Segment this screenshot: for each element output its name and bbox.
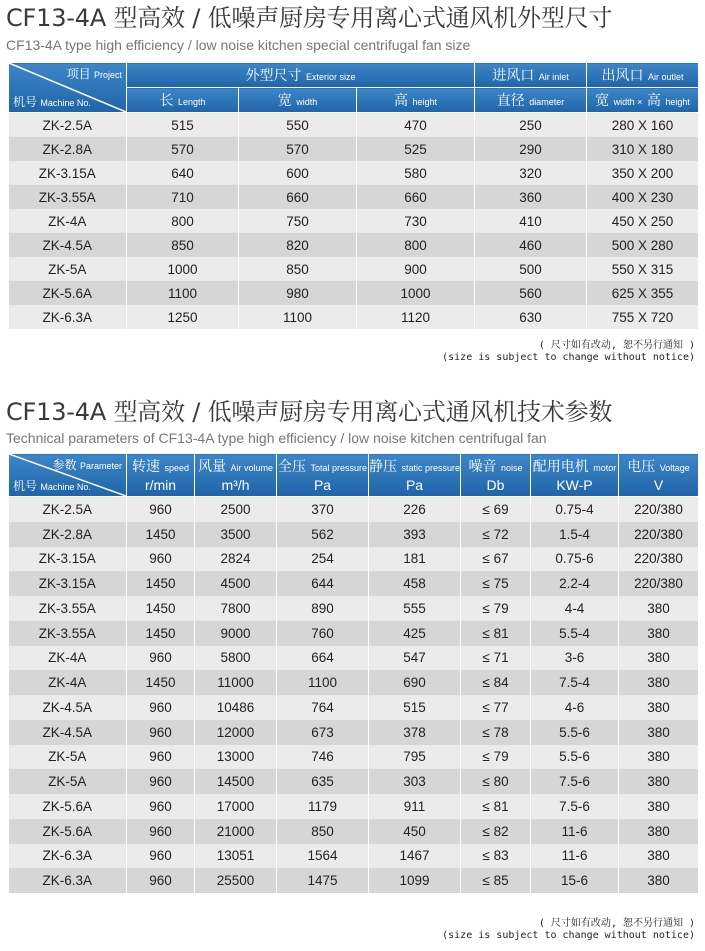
header-noise: 噪音 noise Db xyxy=(461,454,531,497)
value-cell: ≤ 72 xyxy=(461,522,531,547)
section1-note xyxy=(442,340,695,364)
model-cell: ZK-5.6A xyxy=(9,794,127,819)
value-cell: 3-6 xyxy=(531,646,619,671)
value-cell: ≤ 83 xyxy=(461,844,531,869)
model-cell: ZK-3.15A xyxy=(9,161,127,185)
value-cell: 290 xyxy=(475,137,587,161)
value-cell: 500 X 280 xyxy=(587,233,699,257)
header-project-label: 项目 Project xyxy=(66,67,122,81)
value-cell: 900 xyxy=(357,257,475,281)
value-cell: 12000 xyxy=(195,720,277,745)
value-cell: 960 xyxy=(127,868,195,893)
value-cell: 1564 xyxy=(277,844,369,869)
model-cell: ZK-4.5A xyxy=(9,233,127,257)
value-cell: 600 xyxy=(239,161,357,185)
table-row xyxy=(9,547,699,572)
value-cell: 220/380 xyxy=(619,522,699,547)
section1-title-en: CF13-4A type high efficiency / low noise kitchen special centrifugal fan size xyxy=(6,37,471,53)
value-cell: 800 xyxy=(127,209,239,233)
value-cell: ≤ 84 xyxy=(461,670,531,695)
value-cell: 7.5-6 xyxy=(531,794,619,819)
value-cell: 911 xyxy=(369,794,461,819)
section2-title-cn: CF13-4A 型高效 / 低噪声厨房专用离心式通风机技术参数 xyxy=(6,398,613,426)
header-voltage: 电压 Voltage V xyxy=(619,454,699,497)
section2-note-cn: ( 尺寸如有改动, 恕不另行通知 ) xyxy=(538,918,695,929)
table-row xyxy=(9,621,699,646)
header-speed: 转速 speed r/min xyxy=(127,454,195,497)
value-cell: 1179 xyxy=(277,794,369,819)
value-cell: 640 xyxy=(127,161,239,185)
model-cell: ZK-4A xyxy=(9,646,127,671)
table-row xyxy=(9,745,699,770)
value-cell: 410 xyxy=(475,209,587,233)
model-cell: ZK-2.8A xyxy=(9,137,127,161)
value-cell: 370 xyxy=(277,497,369,522)
value-cell: 25500 xyxy=(195,868,277,893)
value-cell: 11-6 xyxy=(531,844,619,869)
value-cell: 547 xyxy=(369,646,461,671)
value-cell: 1100 xyxy=(127,281,239,305)
value-cell: 562 xyxy=(277,522,369,547)
model-cell: ZK-3.55A xyxy=(9,596,127,621)
value-cell: 1000 xyxy=(357,281,475,305)
value-cell: 7800 xyxy=(195,596,277,621)
value-cell: 1450 xyxy=(127,522,195,547)
value-cell: 7.5-6 xyxy=(531,769,619,794)
value-cell: 890 xyxy=(277,596,369,621)
header-diagonal-cell xyxy=(9,454,127,497)
value-cell: ≤ 69 xyxy=(461,497,531,522)
value-cell: 5.5-4 xyxy=(531,621,619,646)
table-row xyxy=(9,185,699,209)
dimension-table xyxy=(8,62,699,329)
value-cell: 660 xyxy=(357,185,475,209)
header-exterior-size: 外型尺寸 Exterior size xyxy=(127,63,475,88)
value-cell: 1475 xyxy=(277,868,369,893)
value-cell: 850 xyxy=(239,257,357,281)
value-cell: 4500 xyxy=(195,571,277,596)
table-row xyxy=(9,670,699,695)
value-cell: 1450 xyxy=(127,571,195,596)
value-cell: 1100 xyxy=(277,670,369,695)
value-cell: 380 xyxy=(619,745,699,770)
value-cell: 303 xyxy=(369,769,461,794)
value-cell: 17000 xyxy=(195,794,277,819)
model-cell: ZK-4.5A xyxy=(9,695,127,720)
value-cell: ≤ 79 xyxy=(461,596,531,621)
value-cell: 380 xyxy=(619,646,699,671)
value-cell: 960 xyxy=(127,819,195,844)
value-cell: 5800 xyxy=(195,646,277,671)
model-cell: ZK-3.55A xyxy=(9,185,127,209)
table-row xyxy=(9,769,699,794)
model-cell: ZK-2.5A xyxy=(9,113,127,138)
value-cell: 690 xyxy=(369,670,461,695)
value-cell: 960 xyxy=(127,794,195,819)
value-cell: 764 xyxy=(277,695,369,720)
value-cell: 226 xyxy=(369,497,461,522)
section2-title-en: Technical parameters of CF13-4A type high efficiency / low noise kitchen centrifugal fan xyxy=(6,430,547,446)
value-cell: ≤ 78 xyxy=(461,720,531,745)
value-cell: 380 xyxy=(619,844,699,869)
value-cell: 400 X 230 xyxy=(587,185,699,209)
table-row xyxy=(9,161,699,185)
table-row xyxy=(9,819,699,844)
value-cell: 560 xyxy=(475,281,587,305)
value-cell: 250 xyxy=(475,113,587,138)
model-cell: ZK-4A xyxy=(9,670,127,695)
model-cell: ZK-3.15A xyxy=(9,571,127,596)
value-cell: 960 xyxy=(127,769,195,794)
value-cell: 13051 xyxy=(195,844,277,869)
header-air-volume: 风量 Air volume m³/h xyxy=(195,454,277,497)
value-cell: 0.75-6 xyxy=(531,547,619,572)
value-cell: 960 xyxy=(127,695,195,720)
table-row xyxy=(9,113,699,138)
value-cell: 7.5-4 xyxy=(531,670,619,695)
value-cell: 625 X 355 xyxy=(587,281,699,305)
value-cell: 11-6 xyxy=(531,819,619,844)
value-cell: 755 X 720 xyxy=(587,305,699,329)
model-cell: ZK-4A xyxy=(9,209,127,233)
section1-note-en: (size is subject to change without notice) xyxy=(442,352,695,363)
value-cell: 746 xyxy=(277,745,369,770)
value-cell: 800 xyxy=(357,233,475,257)
value-cell: 550 xyxy=(239,113,357,138)
table-row xyxy=(9,868,699,893)
value-cell: 795 xyxy=(369,745,461,770)
model-cell: ZK-5.6A xyxy=(9,819,127,844)
header-length: 长 Length xyxy=(127,88,239,113)
value-cell: 393 xyxy=(369,522,461,547)
value-cell: ≤ 79 xyxy=(461,745,531,770)
value-cell: 1099 xyxy=(369,868,461,893)
value-cell: 960 xyxy=(127,745,195,770)
value-cell: 2500 xyxy=(195,497,277,522)
value-cell: ≤ 80 xyxy=(461,769,531,794)
value-cell: 960 xyxy=(127,646,195,671)
table-row xyxy=(9,720,699,745)
value-cell: 960 xyxy=(127,497,195,522)
value-cell: 14500 xyxy=(195,769,277,794)
value-cell: 515 xyxy=(127,113,239,138)
value-cell: 2824 xyxy=(195,547,277,572)
table-row xyxy=(9,305,699,329)
value-cell: 470 xyxy=(357,113,475,138)
value-cell: 2.2-4 xyxy=(531,571,619,596)
value-cell: 850 xyxy=(127,233,239,257)
header-model-label: 机号 Machine No. xyxy=(13,95,91,109)
value-cell: 1450 xyxy=(127,596,195,621)
value-cell: 1100 xyxy=(239,305,357,329)
value-cell: 380 xyxy=(619,720,699,745)
table-row xyxy=(9,522,699,547)
value-cell: 380 xyxy=(619,670,699,695)
value-cell: 380 xyxy=(619,769,699,794)
value-cell: 570 xyxy=(239,137,357,161)
header-outlet-size: 宽 width × 高 height xyxy=(587,88,699,113)
table-row xyxy=(9,257,699,281)
value-cell: 4-6 xyxy=(531,695,619,720)
value-cell: 460 xyxy=(475,233,587,257)
model-cell: ZK-6.3A xyxy=(9,844,127,869)
header-width: 宽 width xyxy=(239,88,357,113)
value-cell: 664 xyxy=(277,646,369,671)
section1-title-cn: CF13-4A 型高效 / 低噪声厨房专用离心式通风机外型尺寸 xyxy=(6,4,613,32)
value-cell: 450 xyxy=(369,819,461,844)
value-cell: 820 xyxy=(239,233,357,257)
value-cell: 1467 xyxy=(369,844,461,869)
value-cell: 515 xyxy=(369,695,461,720)
header-air-outlet: 出风口 Air outlet xyxy=(587,63,699,88)
value-cell: 9000 xyxy=(195,621,277,646)
value-cell: 960 xyxy=(127,547,195,572)
value-cell: 450 X 250 xyxy=(587,209,699,233)
table-row xyxy=(9,794,699,819)
table-row xyxy=(9,497,699,522)
value-cell: 580 xyxy=(357,161,475,185)
header-total-pressure: 全压 Total pressure Pa xyxy=(277,454,369,497)
section1-note-cn: ( 尺寸如有改动, 恕不另行通知 ) xyxy=(538,340,695,351)
value-cell: ≤ 75 xyxy=(461,571,531,596)
value-cell: ≤ 82 xyxy=(461,819,531,844)
value-cell: 750 xyxy=(239,209,357,233)
value-cell: 320 xyxy=(475,161,587,185)
value-cell: ≤ 77 xyxy=(461,695,531,720)
value-cell: 1450 xyxy=(127,621,195,646)
header-model-label: 机号 Machine No. xyxy=(13,479,91,493)
value-cell: 181 xyxy=(369,547,461,572)
model-cell: ZK-4.5A xyxy=(9,720,127,745)
value-cell: ≤ 81 xyxy=(461,794,531,819)
table-row xyxy=(9,844,699,869)
value-cell: 960 xyxy=(127,720,195,745)
value-cell: 5.5-6 xyxy=(531,745,619,770)
value-cell: 730 xyxy=(357,209,475,233)
value-cell: 550 X 315 xyxy=(587,257,699,281)
header-air-inlet: 进风口 Air inlet xyxy=(475,63,587,88)
value-cell: 280 X 160 xyxy=(587,113,699,138)
value-cell: 380 xyxy=(619,868,699,893)
value-cell: 425 xyxy=(369,621,461,646)
value-cell: 1.5-4 xyxy=(531,522,619,547)
value-cell: ≤ 71 xyxy=(461,646,531,671)
value-cell: 673 xyxy=(277,720,369,745)
value-cell: 378 xyxy=(369,720,461,745)
value-cell: 220/380 xyxy=(619,497,699,522)
table-row xyxy=(9,281,699,305)
value-cell: 635 xyxy=(277,769,369,794)
value-cell: 220/380 xyxy=(619,571,699,596)
value-cell: 980 xyxy=(239,281,357,305)
table-row xyxy=(9,571,699,596)
model-cell: ZK-5A xyxy=(9,769,127,794)
value-cell: 380 xyxy=(619,621,699,646)
value-cell: 660 xyxy=(239,185,357,209)
table-row xyxy=(9,233,699,257)
model-cell: ZK-5A xyxy=(9,257,127,281)
value-cell: 220/380 xyxy=(619,547,699,572)
section2-note xyxy=(442,918,695,942)
value-cell: 644 xyxy=(277,571,369,596)
value-cell: 1250 xyxy=(127,305,239,329)
header-motor: 配用电机 motor KW-P xyxy=(531,454,619,497)
value-cell: 525 xyxy=(357,137,475,161)
value-cell: 350 X 200 xyxy=(587,161,699,185)
model-cell: ZK-3.55A xyxy=(9,621,127,646)
value-cell: 570 xyxy=(127,137,239,161)
header-diameter: 直径 diameter xyxy=(475,88,587,113)
value-cell: 630 xyxy=(475,305,587,329)
model-cell: ZK-5A xyxy=(9,745,127,770)
table-row xyxy=(9,209,699,233)
value-cell: 1000 xyxy=(127,257,239,281)
header-parameter-label: 参数 Parameter xyxy=(52,458,122,472)
value-cell: 13000 xyxy=(195,745,277,770)
technical-table xyxy=(8,453,699,893)
value-cell: 760 xyxy=(277,621,369,646)
value-cell: ≤ 67 xyxy=(461,547,531,572)
value-cell: 0.75-4 xyxy=(531,497,619,522)
value-cell: 360 xyxy=(475,185,587,209)
value-cell: 380 xyxy=(619,794,699,819)
value-cell: 1120 xyxy=(357,305,475,329)
value-cell: 11000 xyxy=(195,670,277,695)
section2-note-en: (size is subject to change without notice) xyxy=(442,930,695,941)
model-cell: ZK-5.6A xyxy=(9,281,127,305)
technical-table-body xyxy=(9,497,699,894)
header-height: 高 height xyxy=(357,88,475,113)
dimension-table-body xyxy=(9,113,699,330)
model-cell: ZK-6.3A xyxy=(9,305,127,329)
value-cell: 960 xyxy=(127,844,195,869)
value-cell: 850 xyxy=(277,819,369,844)
value-cell: 5.5-6 xyxy=(531,720,619,745)
model-cell: ZK-2.5A xyxy=(9,497,127,522)
value-cell: 21000 xyxy=(195,819,277,844)
value-cell: 3500 xyxy=(195,522,277,547)
header-diagonal-cell xyxy=(9,63,127,113)
value-cell: 458 xyxy=(369,571,461,596)
value-cell: 10486 xyxy=(195,695,277,720)
value-cell: ≤ 85 xyxy=(461,868,531,893)
value-cell: 380 xyxy=(619,596,699,621)
value-cell: 4-4 xyxy=(531,596,619,621)
value-cell: 310 X 180 xyxy=(587,137,699,161)
value-cell: ≤ 81 xyxy=(461,621,531,646)
value-cell: 555 xyxy=(369,596,461,621)
value-cell: 380 xyxy=(619,695,699,720)
model-cell: ZK-2.8A xyxy=(9,522,127,547)
value-cell: 254 xyxy=(277,547,369,572)
model-cell: ZK-6.3A xyxy=(9,868,127,893)
value-cell: 15-6 xyxy=(531,868,619,893)
table-row xyxy=(9,137,699,161)
model-cell: ZK-3.15A xyxy=(9,547,127,572)
value-cell: 710 xyxy=(127,185,239,209)
table-row xyxy=(9,646,699,671)
table-row xyxy=(9,695,699,720)
table-row xyxy=(9,596,699,621)
value-cell: 1450 xyxy=(127,670,195,695)
header-static-pressure: 静压 static pressure Pa xyxy=(369,454,461,497)
value-cell: 500 xyxy=(475,257,587,281)
value-cell: 380 xyxy=(619,819,699,844)
